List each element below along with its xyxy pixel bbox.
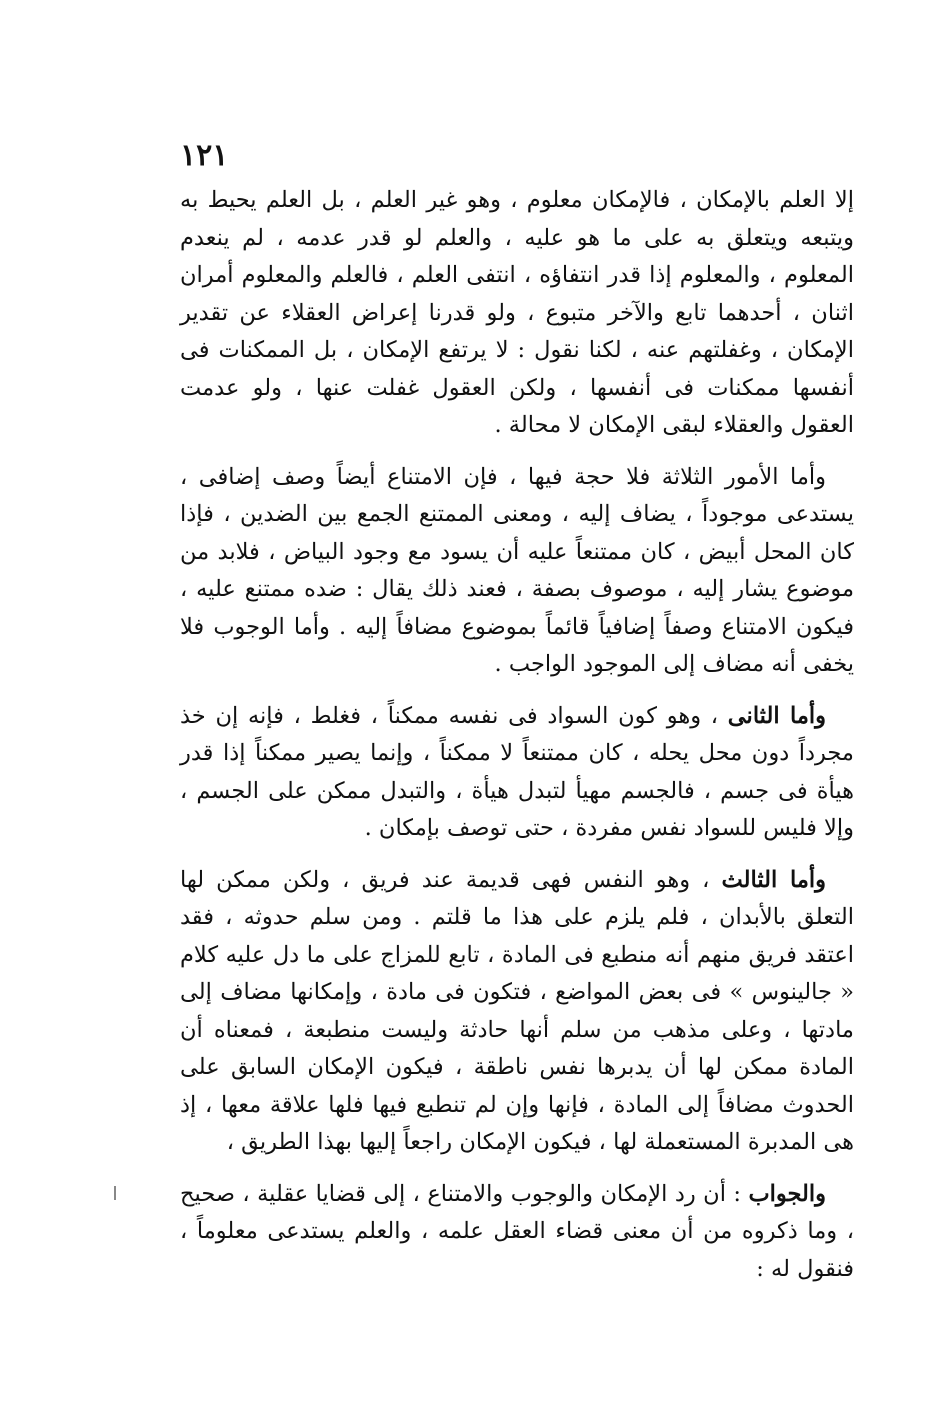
paragraph-lead: وأما الثانى (727, 702, 826, 729)
text-block (180, 182, 854, 1288)
scan-mark (114, 1186, 116, 1200)
paragraph-text: وأما الأمور الثلاثة فلا حجة فيها ، فإن الامتناع أيضاً وصف إضافى ، يستدعى موجوداً ، يضاف إليه ، ومعنى الممتنع الجمع بين الضدين ، فإذا كان المحل أبيض ، كان ممتنعاً عليه أن يسود مع وجود البياض ، فلابد من موضوع يشار إليه ، موصوف بصفة ، فعند ذلك يقال : ضده ممتنع عليه ، فيكون الامتناع وصفاً إضافياً قائماً بموضوع مضافاً إليه . وأما الوجوب فلا يخفى أنه مضاف إلى الموجود الواجب . (180, 463, 854, 677)
paragraph-lead: والجواب (748, 1180, 826, 1207)
paragraph-lead: وأما الثالث (721, 866, 826, 893)
paragraph-3 (180, 698, 854, 848)
paragraph-text: ، وهو النفس فهى قديمة عند فريق ، ولكن ممكن لها التعلق بالأبدان ، فلم يلزم على هذا ما قلتم . ومن سلم حدوثه ، فقد اعتقد فريق منهم أنه منطبع فى المادة ، تابع للمزاج على ما دل عليه كلام « جالينوس » فى بعض المواضع ، فتكون فى مادة ، وإمكانها مضاف إلى مادتها ، وعلى مذهب من سلم أنها حادثة وليست منطبعة ، فمعناه أن المادة ممكن لها أن يدبرها نفس ناطقة ، فيكون الإمكان السابق على الحدوث مضافاً إلى المادة ، فإنها وإن لم تنطبع فيها فلها علاقة معها ، إذ هى المدبرة المستعملة لها ، فيكون الإمكان راجعاً إليها بهذا الطريق ، (180, 866, 854, 1155)
paragraph-1 (180, 182, 854, 445)
paragraph-2 (180, 459, 854, 684)
paragraph-text: إلا العلم بالإمكان ، فالإمكان معلوم ، وهو غير العلم ، بل العلم يحيط به ويتبعه ويتعلق به على ما هو عليه ، والعلم لو قدر عدمه ، لم ينعدم المعلوم ، والمعلوم إذا قدر انتفاؤه ، انتفى العلم ، فالعلم والمعلوم أمران اثنان ، أحدهما تابع والآخر متبوع ، ولو قدرنا إعراض العقلاء عن تقدير الإمكان ، وغفلتهم عنه ، لكنا نقول : لا يرتفع الإمكان ، بل الممكنات فى أنفسها ممكنات فى أنفسها ، ولكن العقول غفلت عنها ، ولو عدمت العقول والعقلاء لبقى الإمكان لا محالة . (180, 187, 854, 438)
paragraph-text: : أن رد الإمكان والوجوب والامتناع ، إلى قضايا عقلية ، صحيح ، وما ذكروه من أن معنى قضاء العقل علمه ، والعلم يستدعى معلوماً ، فنقول له : (180, 1180, 854, 1282)
paragraph-5 (180, 1176, 854, 1289)
page-number: ١٢١ (180, 138, 229, 173)
paragraph-4 (180, 862, 854, 1162)
paragraph-text: ، وهو كون السواد فى نفسه ممكناً ، فغلط ، فإنه إن خذ مجرداً دون محل يحله ، كان ممتنعاً لا ممكناً ، وإنما يصير ممكناً إذا قدر هيأة فى جسم ، فالجسم مهيأ لتبدل هيأة ، والتبدل ممكن على الجسم ، وإلا فليس للسواد نفس مفردة ، حتى توصف بإمكان . (180, 702, 854, 841)
